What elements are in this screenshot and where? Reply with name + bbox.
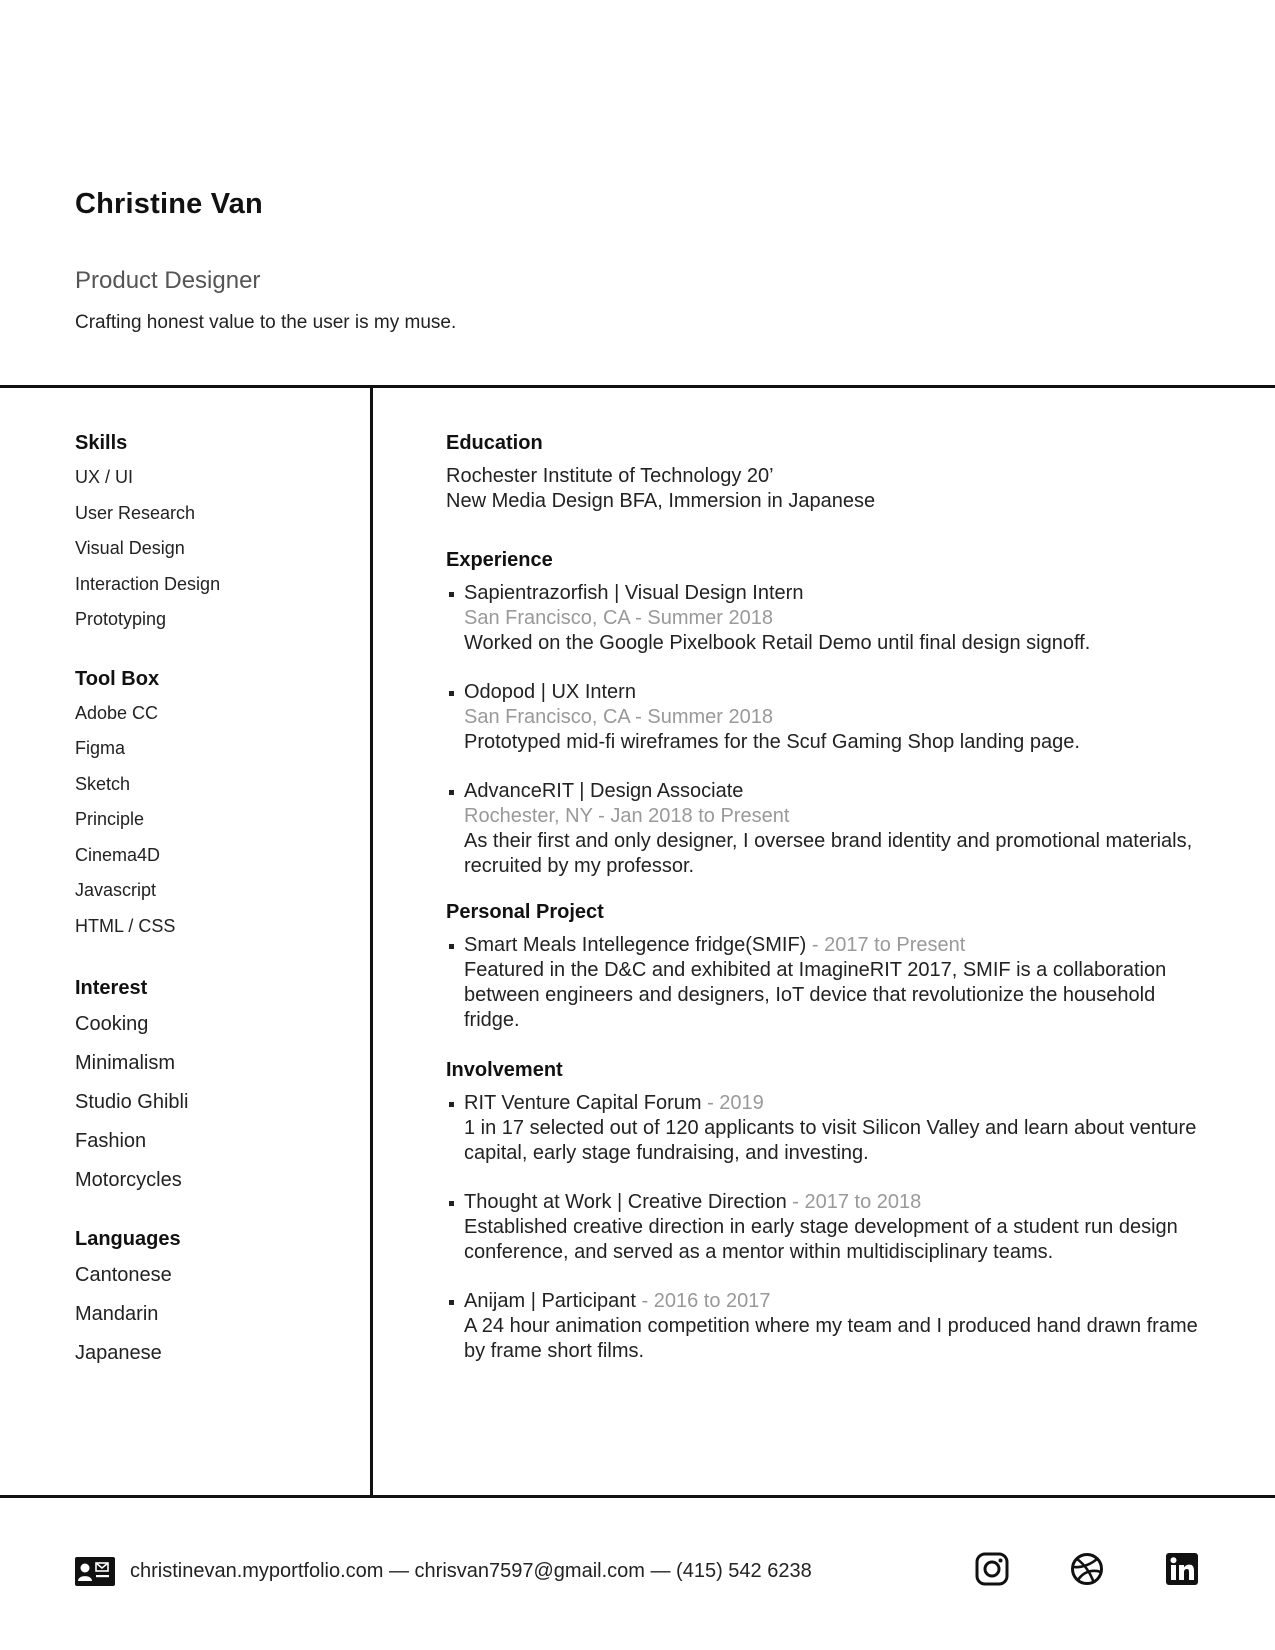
entry-meta: - 2017 to Present xyxy=(806,934,966,956)
job-title: Product Designer xyxy=(75,267,261,294)
interest-item: Motorcycles xyxy=(75,1168,182,1191)
education-school: Rochester Institute of Technology 20’ xyxy=(446,465,774,487)
skill-item: Prototyping xyxy=(75,609,167,629)
skill-item: Interaction Design xyxy=(75,573,221,594)
interest-item: Fashion xyxy=(75,1129,147,1152)
entry-head: AdvanceRIT | Design Associate xyxy=(464,780,744,802)
project-entry xyxy=(446,933,1206,1033)
interest-item: Cooking xyxy=(75,1012,149,1035)
interest-section xyxy=(75,975,355,1200)
entry-desc: A 24 hour animation competition where my team and I produced hand drawn frame by frame short films. xyxy=(464,1315,1198,1362)
main-content xyxy=(446,430,1206,1388)
languages-title: Languages xyxy=(75,1227,181,1250)
education-section xyxy=(446,430,1206,514)
resume-header xyxy=(75,186,1175,333)
entry-desc: Worked on the Google Pixelbook Retail Demo until final design signoff. xyxy=(464,632,1091,654)
entry-head: Sapientrazorfish | Visual Design Intern xyxy=(464,582,804,604)
toolbox-title: Tool Box xyxy=(75,667,160,690)
interest-title: Interest xyxy=(75,976,148,999)
language-item: Japanese xyxy=(75,1341,162,1364)
entry-desc: 1 in 17 selected out of 120 applicants to visit Silicon Valley and learn about venture capital, early stage fundraising, and investing. xyxy=(464,1117,1197,1164)
entry-meta: Rochester, NY - Jan 2018 to Present xyxy=(464,805,790,827)
skills-title: Skills xyxy=(75,432,128,454)
tool-item: Figma xyxy=(75,738,126,759)
skill-item: UX / UI xyxy=(75,467,134,487)
bottom-divider xyxy=(0,1495,1275,1498)
language-item: Mandarin xyxy=(75,1302,159,1325)
tool-item: Cinema4D xyxy=(75,844,161,865)
entry-desc: As their first and only designer, I oversee brand identity and promotional materials, recruited by my professor. xyxy=(464,830,1193,877)
instagram-icon[interactable] xyxy=(975,1552,1009,1586)
entry-meta: San Francisco, CA - Summer 2018 xyxy=(464,607,774,629)
entry-head: RIT Venture Capital Forum xyxy=(464,1092,702,1114)
tool-item: Adobe CC xyxy=(75,702,159,723)
involvement-entry xyxy=(446,1289,1206,1364)
experience-section xyxy=(446,547,1206,879)
contact-line[interactable]: christinevan.myportfolio.com — chrisvan7597@gmail.com — (415) 542 6238 xyxy=(130,1560,812,1582)
skills-section xyxy=(75,430,355,638)
entry-desc: Prototyped mid-fi wireframes for the Scuf Gaming Shop landing page. xyxy=(464,731,1080,753)
entry-meta: - 2019 xyxy=(701,1092,764,1114)
education-degree: New Media Design BFA, Immersion in Japanese xyxy=(446,490,876,512)
experience-entry xyxy=(446,779,1206,879)
entry-desc: Featured in the D&C and exhibited at ImagineRIT 2017, SMIF is a collaboration between engineers and designers, IoT device that revolutionize the household fridge. xyxy=(464,959,1167,1031)
skill-item: User Research xyxy=(75,502,196,523)
language-item: Cantonese xyxy=(75,1263,172,1286)
experience-entry xyxy=(446,581,1206,656)
involvement-section xyxy=(446,1057,1206,1364)
entry-head: Anijam | Participant xyxy=(464,1290,636,1312)
footer xyxy=(75,1552,1205,1596)
tagline: Crafting honest value to the user is my muse. xyxy=(75,312,457,333)
involvement-entry xyxy=(446,1190,1206,1265)
interest-item: Studio Ghibli xyxy=(75,1090,189,1113)
dribbble-icon[interactable] xyxy=(1070,1552,1104,1586)
involvement-entry xyxy=(446,1091,1206,1166)
entry-meta: - 2017 to 2018 xyxy=(786,1191,922,1213)
toolbox-section xyxy=(75,666,355,945)
involvement-title: Involvement xyxy=(446,1059,563,1081)
tool-item: HTML / CSS xyxy=(75,916,176,937)
top-divider xyxy=(0,385,1275,388)
languages-section xyxy=(75,1226,355,1373)
linkedin-icon[interactable] xyxy=(1165,1552,1199,1586)
personal-project-section xyxy=(446,899,1206,1033)
tool-item: Sketch xyxy=(75,773,131,794)
experience-title: Experience xyxy=(446,549,553,571)
entry-head: Thought at Work | Creative Direction xyxy=(464,1191,787,1213)
entry-desc: Established creative direction in early stage development of a student run design conference, and served as a mentor within multidisciplinary teams. xyxy=(464,1216,1178,1263)
entry-meta: - 2016 to 2017 xyxy=(635,1290,771,1312)
entry-meta: San Francisco, CA - Summer 2018 xyxy=(464,706,774,728)
candidate-name: Christine Van xyxy=(75,188,263,220)
sidebar xyxy=(75,430,355,1373)
experience-entry xyxy=(446,680,1206,755)
entry-head: Smart Meals Intellegence fridge(SMIF) xyxy=(464,934,807,956)
education-title: Education xyxy=(446,432,543,454)
interest-item: Minimalism xyxy=(75,1051,175,1074)
entry-head: Odopod | UX Intern xyxy=(464,681,636,703)
skill-item: Visual Design xyxy=(75,538,185,558)
tool-item: Principle xyxy=(75,809,145,830)
contact-card-icon xyxy=(75,1557,115,1586)
tool-item: Javascript xyxy=(75,880,157,901)
column-divider xyxy=(370,385,373,1498)
personal-project-title: Personal Project xyxy=(446,901,604,923)
